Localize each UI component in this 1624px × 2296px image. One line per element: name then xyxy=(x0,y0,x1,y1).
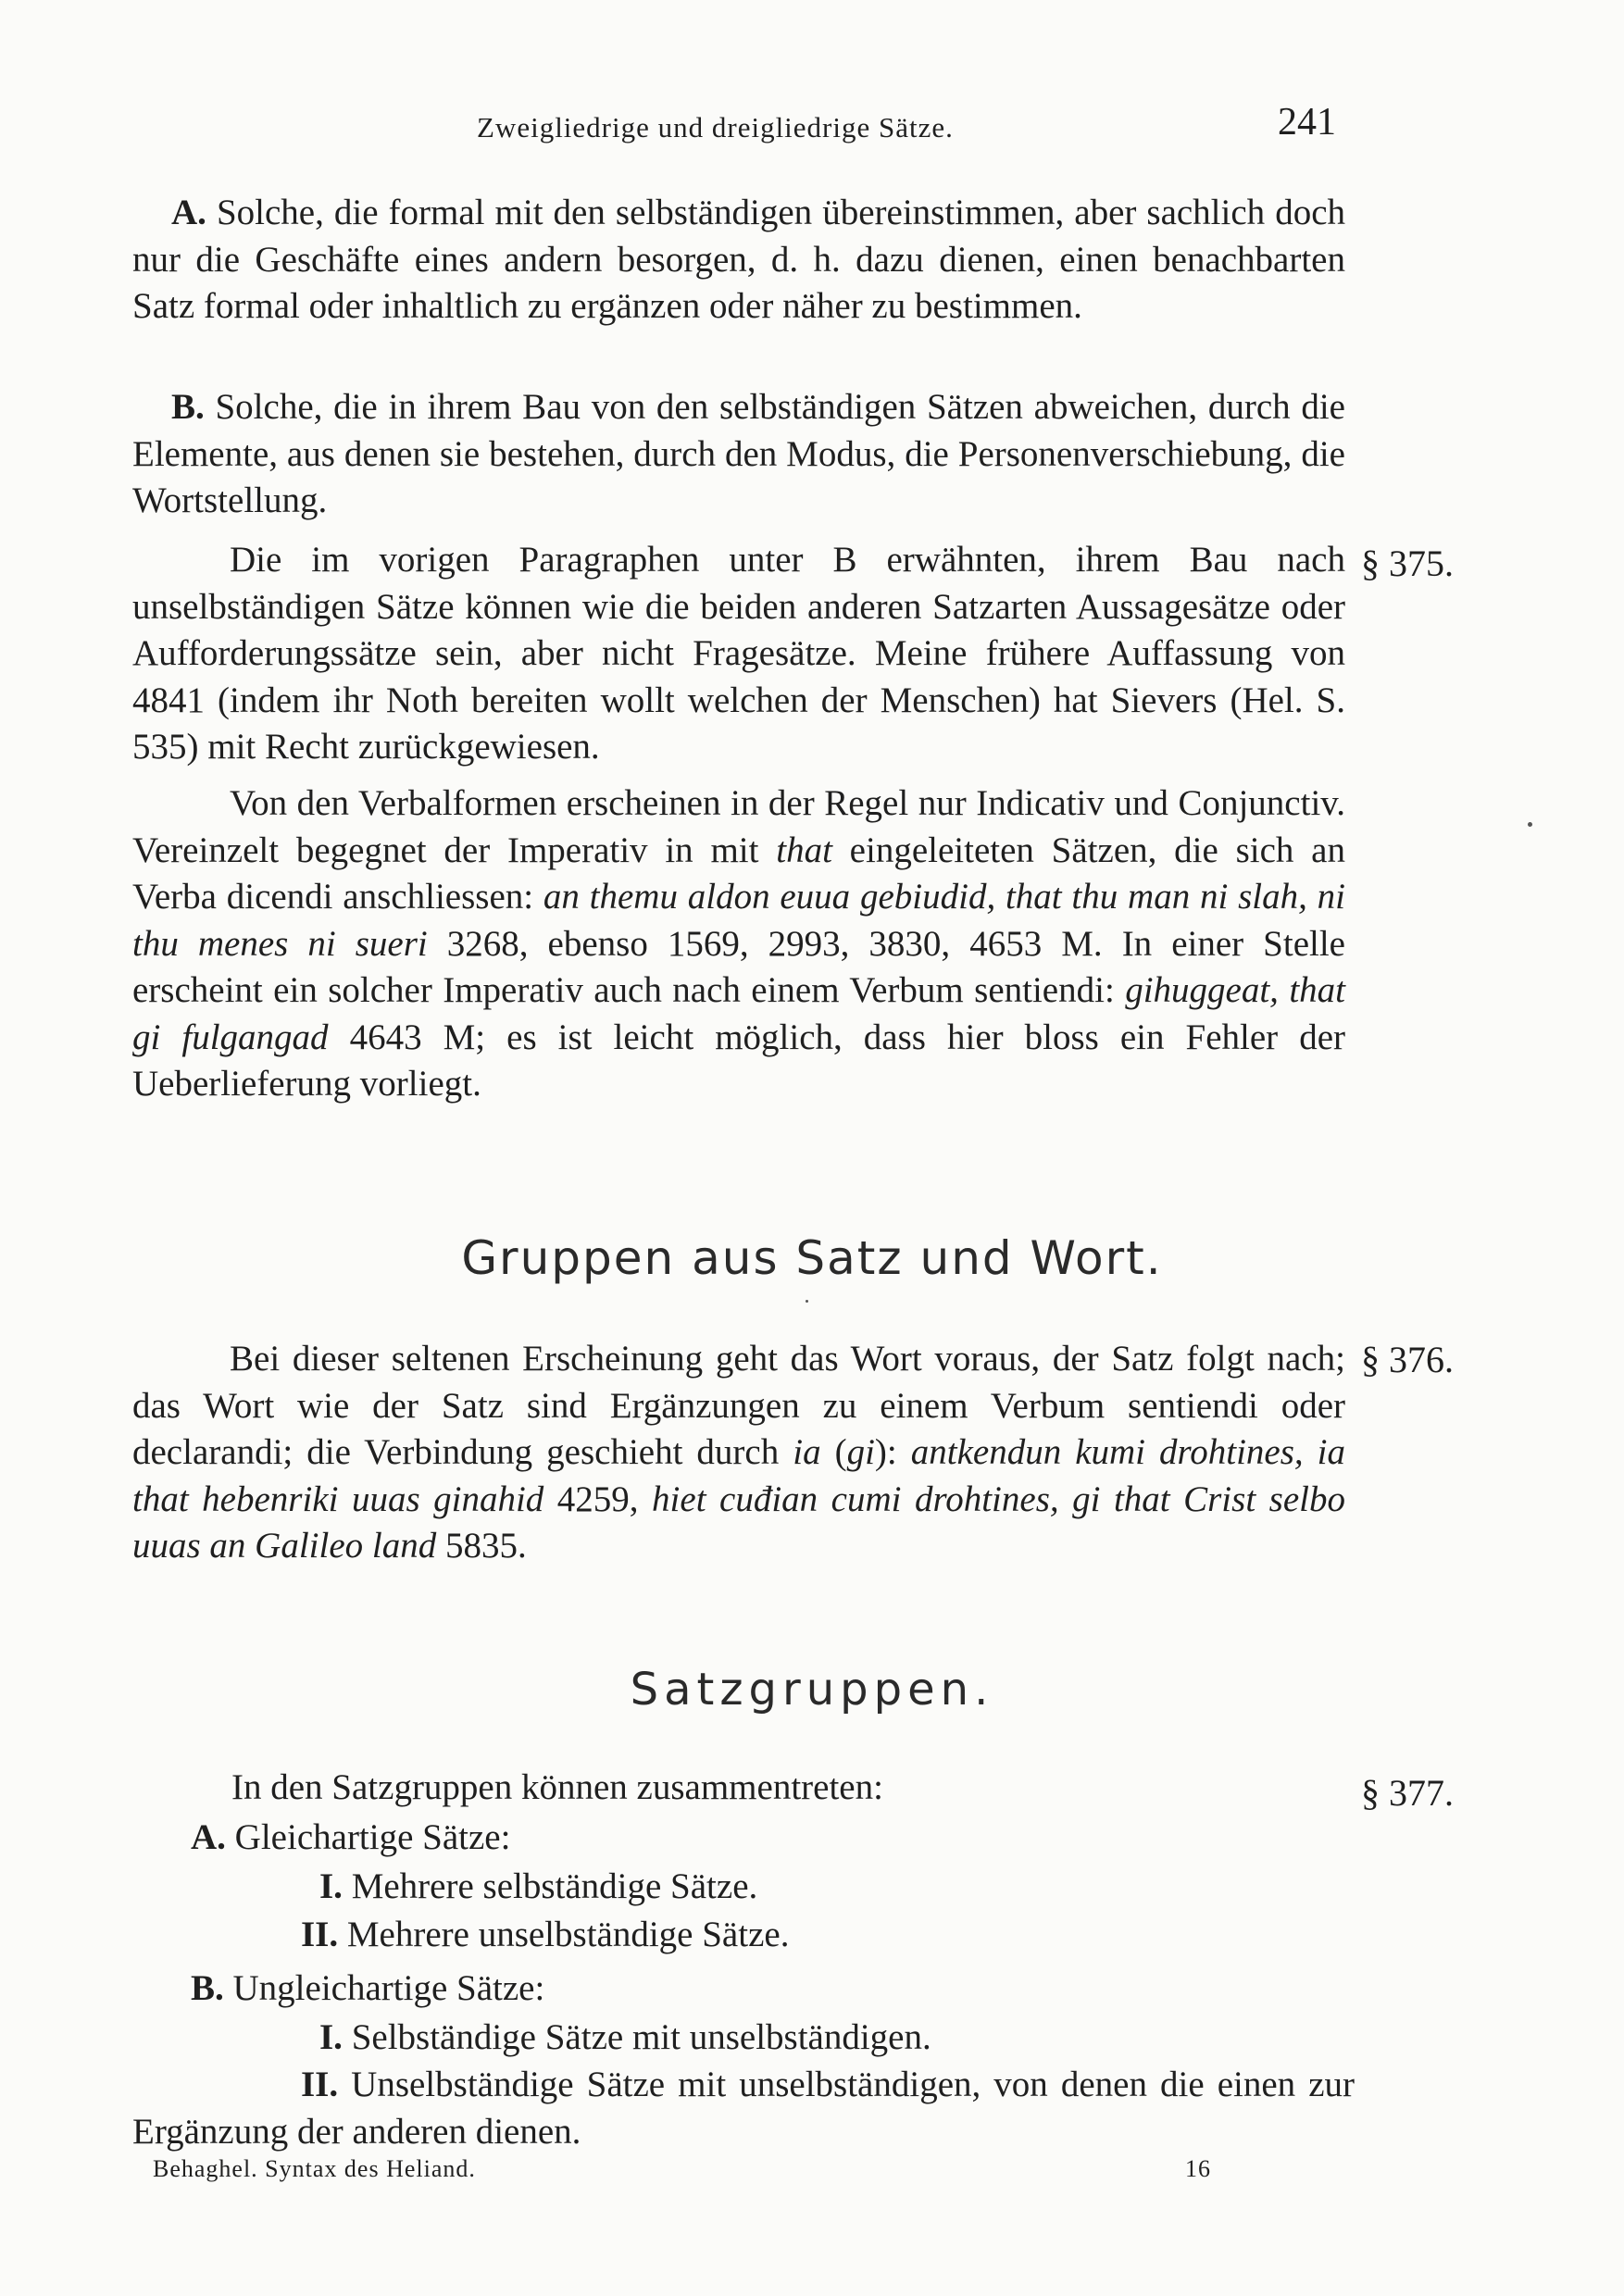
group-a-item-2 xyxy=(301,1914,789,1955)
section-376-text-c: 5835. xyxy=(436,1526,527,1566)
group-b-item-2-label: Unselbständige Sätze mit unselbständigen, von denen die einen zur Ergänzung der anderen dienen. xyxy=(132,2065,1355,2152)
that-word: that xyxy=(776,830,832,870)
group-b-item-1-label: Selbständige Sätze mit unselbständigen. xyxy=(351,2017,931,2057)
quote-4: hiet cuđian cumi drohtines, gi that Crist selbo uuas an Galileo land xyxy=(132,1479,1345,1566)
section-377-intro: In den Satzgruppen können zusammentreten: xyxy=(231,1767,883,1807)
section-375-text-1: Die im vorigen Paragraphen unter B erwähnten, ihrem Bau nach unselbständigen Sätze können wie die beiden anderen Satzarten Aussagesätze oder Aufforderungssätze sein, aber nicht Fragesätze. Meine frühere Auffassung von 4841 (indem ihr Noth bereiten wollt welchen der Menschen) hat Sievers (Hel. S. 535) mit Recht zurückgewiesen. xyxy=(132,540,1345,767)
section-375-text-2b: eingeleiteten Sätzen, die sich an Verba dicendi anschliessen: xyxy=(132,830,1345,917)
group-a-item-1-label: Mehrere selbständige Sätze. xyxy=(351,1866,758,1906)
section-375-label: § 375. xyxy=(1361,543,1454,584)
group-a-marker: A. xyxy=(191,1817,226,1857)
group-b-item-2 xyxy=(132,2062,1355,2155)
group-b-marker: B. xyxy=(191,1968,224,2008)
heading-gruppen: Gruppen aus Satz und Wort. xyxy=(461,1231,1163,1285)
running-title: Zweigliedrige und dreigliedrige Sätze. xyxy=(477,111,954,144)
paragraph-b xyxy=(132,384,1345,525)
paren-open: ( xyxy=(820,1432,847,1472)
section-375-paragraph-1 xyxy=(132,537,1345,771)
group-a-label: Gleichartige Sätze: xyxy=(234,1817,511,1857)
group-b-item-1-marker: I. xyxy=(319,2017,343,2057)
ia-word: ia xyxy=(793,1432,821,1472)
group-a-item-1 xyxy=(319,1866,757,1907)
speck xyxy=(1528,822,1532,827)
marker-a: A. xyxy=(171,193,206,232)
section-375-text-2a: Von den Verbalformen erscheinen in der Regel nur Indicativ und Conjunctiv. Vereinzelt begegnet der Imperativ in mit xyxy=(132,783,1345,870)
group-a xyxy=(191,1816,510,1858)
gi-word: gi xyxy=(846,1432,875,1472)
page-number: 241 xyxy=(1278,101,1336,144)
group-b-label: Ungleichartige Sätze: xyxy=(232,1968,545,2008)
section-375-paragraph-2 xyxy=(132,780,1345,1108)
quote-3: antkendun kumi drohtines, ia that hebenriki uuas ginahid xyxy=(132,1432,1345,1519)
section-375-text-2c: 3268, ebenso 1569, 2993, 3830, 4653 M. In einer Stelle erscheint ein solcher Imperativ auch nach einem Verbum sentiendi: xyxy=(132,923,1345,1010)
section-376-label: § 376. xyxy=(1361,1339,1454,1380)
footer-sheet-number: 16 xyxy=(1185,2155,1211,2182)
paragraph-a xyxy=(132,190,1345,331)
group-b-item-1 xyxy=(319,2016,931,2058)
section-376-text-a: Bei dieser seltenen Erscheinung geht das Wort voraus, der Satz folgt nach; das Wort wie der Satz sind Ergänzungen zu einem Verbum sentiendi oder declarandi; die Verbindung geschieht durch xyxy=(132,1339,1345,1472)
section-375-text-2d: 4643 M; es ist leicht möglich, dass hier bloss ein Fehler der Ueberlieferung vorliegt. xyxy=(132,1017,1345,1104)
group-a-item-2-label: Mehrere unselbständige Sätze. xyxy=(346,1915,790,1954)
group-b-item-2-marker: II. xyxy=(301,2065,339,2104)
section-376-text-b: 4259, xyxy=(543,1479,653,1519)
paren-close: ): xyxy=(874,1432,911,1472)
section-377-label: § 377. xyxy=(1361,1772,1454,1814)
group-a-item-2-marker: II. xyxy=(301,1915,339,1954)
quote-2: gihuggeat, that gi fulgangad xyxy=(132,970,1345,1057)
speck xyxy=(806,1300,808,1303)
section-376-paragraph xyxy=(132,1336,1345,1570)
footer-signature: Behaghel. Syntax des Heliand. xyxy=(153,2155,476,2182)
quote-1: an themu aldon euua gebiudid, that thu man ni slah, ni thu menes ni sueri xyxy=(132,877,1345,964)
marker-b: B. xyxy=(171,387,205,427)
group-b xyxy=(191,1967,544,2009)
heading-satzgruppen: Satzgruppen. xyxy=(630,1664,994,1716)
paragraph-a-text: Solche, die formal mit den selbständigen übereinstimmen, aber sachlich doch nur die Geschäfte eines andern besorgen, d. h. dazu dienen, einen benachbarten Satz formal oder inhaltlich zu ergänzen oder näher zu bestimmen. xyxy=(132,193,1345,326)
group-a-item-1-marker: I. xyxy=(319,1866,343,1906)
paragraph-b-text: Solche, die in ihrem Bau von den selbständigen Sätzen abweichen, durch die Elemente, aus denen sie bestehen, durch den Modus, die Personenverschiebung, die Wortstellung. xyxy=(132,387,1345,520)
